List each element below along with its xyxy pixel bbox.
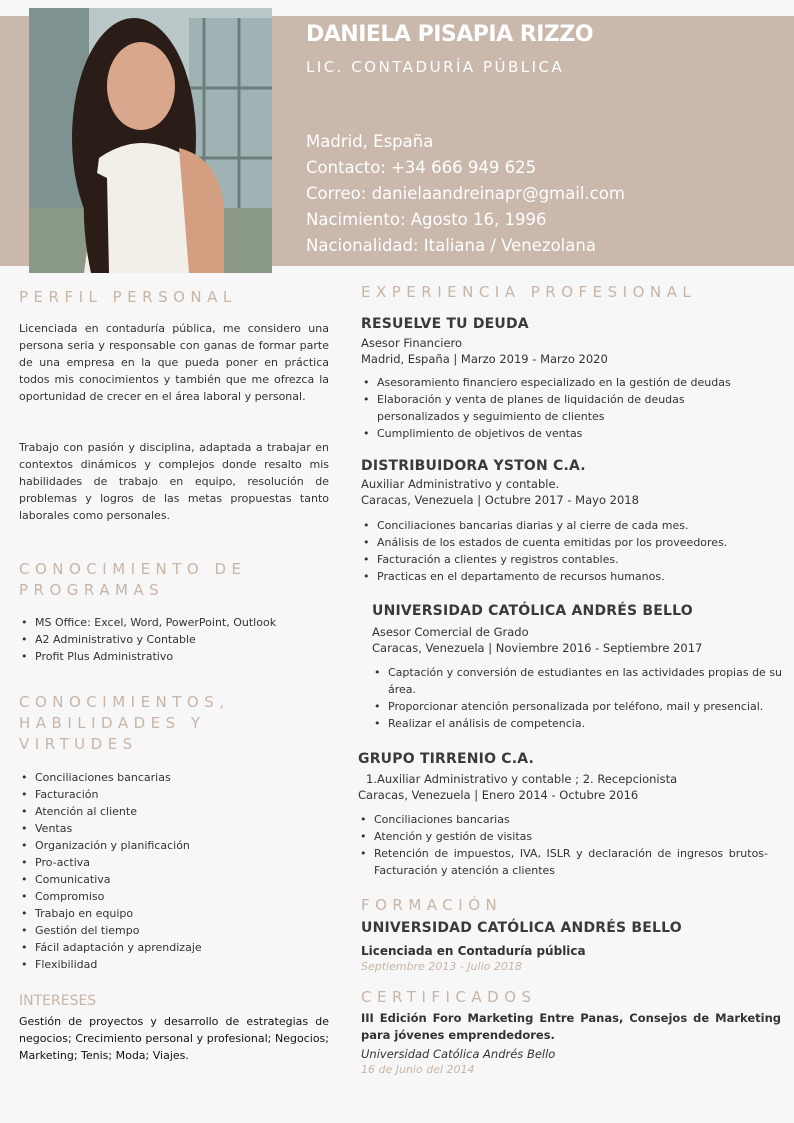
- programs-heading: [19, 559, 247, 601]
- job-company: RESUELVE TU DEUDA: [361, 316, 529, 332]
- list-item: • Flexibilidad: [19, 956, 339, 973]
- education-school: UNIVERSIDAD CATÓLICA ANDRÉS BELLO: [361, 920, 682, 936]
- contact-phone: Contacto: +34 666 949 625: [306, 158, 537, 177]
- contact-location: Madrid, España: [306, 132, 434, 151]
- contact-nationality: Nacionalidad: Italiana / Venezolana: [306, 236, 596, 255]
- programs-heading-line: PROGRAMAS: [19, 581, 165, 599]
- job-place-date: Caracas, Venezuela | Enero 2014 - Octubre 2016: [358, 787, 639, 802]
- profile-photo: [29, 8, 272, 273]
- job-bullets: [361, 374, 761, 442]
- skills-list: [19, 769, 339, 973]
- job-company: UNIVERSIDAD CATÓLICA ANDRÉS BELLO: [372, 603, 693, 619]
- skills-heading-line: VIRTUDES: [19, 735, 138, 753]
- list-item: • Proporcionar atención personalizada por teléfono, mail y presencial.: [372, 698, 792, 715]
- experience-heading: EXPERIENCIA PROFESIONAL: [361, 283, 697, 301]
- list-item: • Profit Plus Administrativo: [19, 648, 339, 665]
- profile-paragraph-1: Licenciada en contaduría pública, me considero una persona seria y responsable con ganas de formar parte de una empresa en la que pueda poner en práctica todos mis conocimientos y también que me ofrezca la oportunidad de crecer en el área laboral y personal.: [19, 322, 329, 403]
- education-degree: Licenciada en Contaduría pública: [361, 944, 586, 958]
- job-company: GRUPO TIRRENIO C.A.: [358, 751, 535, 767]
- list-item: • Atención al cliente: [19, 803, 339, 820]
- job-meta: [358, 772, 677, 803]
- list-item: • Conciliaciones bancarias: [19, 769, 339, 786]
- list-item: • Conciliaciones bancarias: [358, 811, 768, 828]
- certificate-name: III Edición Foro Marketing Entre Panas, Consejos de Marketing para jóvenes emprendedores.: [361, 1011, 781, 1042]
- job-role: Asesor Comercial de Grado: [372, 625, 529, 639]
- list-item: • MS Office: Excel, Word, PowerPoint, Outlook: [19, 614, 339, 631]
- contact-email[interactable]: Correo: danielaandreinapr@gmail.com: [306, 184, 625, 203]
- list-item: • Análisis de los estados de cuenta emitidas por los proveedores.: [361, 534, 781, 551]
- list-item: • Elaboración y venta de planes de liquidación de deudas personalizados y seguimiento de clientes: [361, 391, 721, 425]
- list-item: • Fácil adaptación y aprendizaje: [19, 939, 339, 956]
- programs-list: [19, 614, 339, 665]
- candidate-title: LIC. CONTADURÍA PÚBLICA: [306, 58, 565, 76]
- candidate-name: DANIELA PISAPIA RIZZO: [306, 22, 594, 47]
- job-place-date: Caracas, Venezuela | Noviembre 2016 - Septiembre 2017: [372, 640, 703, 655]
- list-item: • Cumplimiento de objetivos de ventas: [361, 425, 761, 442]
- job-meta: [361, 336, 608, 367]
- list-item: • Realizar el análisis de competencia.: [372, 715, 792, 732]
- list-item: • Facturación: [19, 786, 339, 803]
- skills-heading-line: CONOCIMIENTOS,: [19, 693, 230, 711]
- list-item: • Atención y gestión de visitas: [358, 828, 768, 845]
- list-item: • A2 Administrativo y Contable: [19, 631, 339, 648]
- list-item: • Gestión del tiempo: [19, 922, 339, 939]
- list-item: • Asesoramiento financiero especializado en la gestión de deudas: [361, 374, 761, 391]
- list-item: • Comunicativa: [19, 871, 339, 888]
- list-item: • Facturación a clientes y registros contables.: [361, 551, 781, 568]
- list-item: • Ventas: [19, 820, 339, 837]
- job-role: Auxiliar Administrativo y contable.: [361, 477, 560, 491]
- job-role: 1.Auxiliar Administrativo y contable ; 2. Recepcionista: [366, 772, 678, 786]
- job-role: Asesor Financiero: [361, 336, 463, 350]
- education-date: Septiembre 2013 - Julio 2018: [361, 960, 522, 973]
- list-item: • Practicas en el departamento de recursos humanos.: [361, 568, 781, 585]
- profile-paragraph-2: Trabajo con pasión y disciplina, adaptada a trabajar en contextos dinámicos y complejos donde resalto mis habilidades de trabajo en equipo, resolución de problemas y logros de las metas propuestas tanto laborales como personales.: [19, 441, 329, 522]
- job-meta: [361, 477, 639, 508]
- interests-text: Gestión de proyectos y desarrollo de estrategias de negocios; Crecimiento personal y profesional; Negocios; Marketing; Tenis; Moda; Viajes.: [19, 1015, 329, 1062]
- job-bullets: [358, 811, 768, 879]
- list-item: • Organización y planificación: [19, 837, 339, 854]
- programs-heading-line: CONOCIMIENTO DE: [19, 560, 247, 578]
- job-place-date: Madrid, España | Marzo 2019 - Marzo 2020: [361, 351, 608, 366]
- contact-block: [306, 129, 625, 259]
- job-bullets: [372, 664, 792, 732]
- job-place-date: Caracas, Venezuela | Octubre 2017 - Mayo 2018: [361, 492, 639, 507]
- list-item: • Conciliaciones bancarias diarias y al cierre de cada mes.: [361, 517, 781, 534]
- education-heading: FORMACIÓN: [361, 896, 503, 914]
- certificates-heading: CERTIFICADOS: [361, 988, 537, 1006]
- list-item: • Compromiso: [19, 888, 339, 905]
- certificate-issuer: Universidad Católica Andrés Bello: [361, 1047, 556, 1061]
- interests-heading: INTERESES: [19, 993, 97, 1009]
- profile-heading: PERFIL PERSONAL: [19, 288, 237, 306]
- job-bullets: [361, 517, 781, 585]
- contact-birthdate: Nacimiento: Agosto 16, 1996: [306, 210, 547, 229]
- job-meta: [372, 625, 702, 656]
- skills-heading: [19, 692, 230, 755]
- list-item: • Captación y conversión de estudiantes en las actividades propias de su área.: [372, 664, 792, 698]
- list-item: • Pro-activa: [19, 854, 339, 871]
- list-item: • Trabajo en equipo: [19, 905, 339, 922]
- list-item: • Retención de impuestos, IVA, ISLR y declaración de ingresos brutos-Facturación y atención a clientes: [358, 845, 768, 879]
- certificate-date: 16 de Junio del 2014: [361, 1063, 475, 1076]
- skills-heading-line: HABILIDADES Y: [19, 714, 206, 732]
- job-company: DISTRIBUIDORA YSTON C.A.: [361, 458, 586, 474]
